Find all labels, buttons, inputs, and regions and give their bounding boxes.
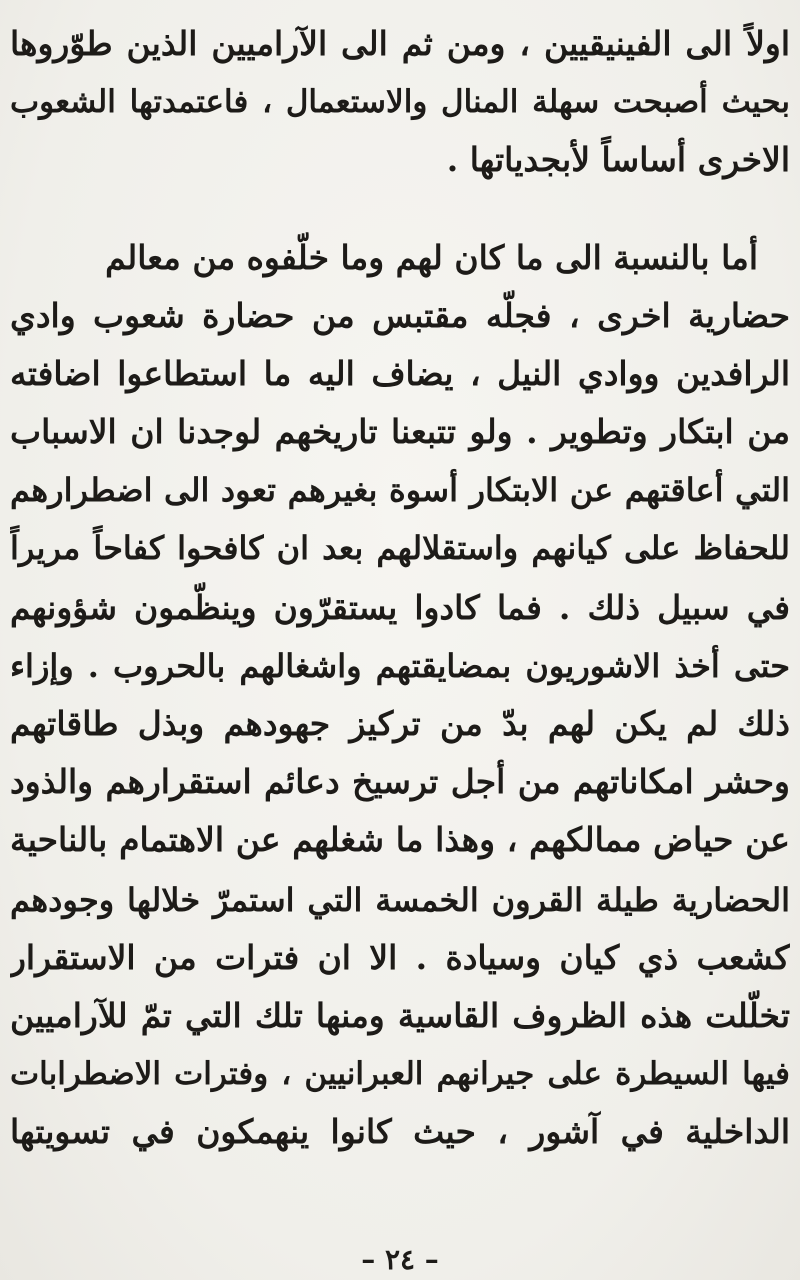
text-line: الاخرى أساساً لأبجدياتها . [446, 140, 790, 179]
text-line: الحضارية طيلة القرون الخمسة التي استمرّ خلالها وجودهم [10, 881, 790, 919]
text-line: ذلك لم يكن لهم بدّ من تركيز جهودهم وبذل طاقاتهم [10, 704, 790, 743]
text-line: التي أعاقتهم عن الابتكار أسوة بغيرهم تعود الى اضطرارهم [10, 471, 790, 509]
text-line: بحيث أصبحت سهلة المنال والاستعمال ، فاعتمدتها الشعوب [10, 84, 790, 120]
text-line: تخلّلت هذه الظروف القاسية ومنها تلك التي تمّ للآراميين [10, 996, 790, 1035]
text-line: الداخلية في آشور ، حيث كانوا ينهمكون في تسويتها [10, 1112, 790, 1151]
text-line: من ابتكار وتطوير . ولو تتبعنا تاريخهم لوجدنا ان الاسباب [10, 412, 790, 451]
text-line: للحفاظ على كيانهم واستقلالهم بعد ان كافحوا كفاحاً مريراً [10, 529, 790, 567]
text-line: فيها السيطرة على جيرانهم العبرانيين ، وفترات الاضطرابات [10, 1056, 790, 1092]
page-number: – ٢٤ – [361, 1243, 439, 1276]
text-line: أما بالنسبة الى ما كان لهم وما خلّفوه من معالم [105, 238, 758, 277]
text-line: حضارية اخرى ، فجلّه مقتبس من حضارة شعوب وادي [10, 296, 790, 335]
text-line: في سبيل ذلك . فما كادوا يستقرّون وينظّمون شؤونهم [10, 588, 790, 627]
text-line: اولاً الى الفينيقيين ، ومن ثم الى الآراميين الذين طوّروها [10, 24, 790, 63]
text-line: عن حياض ممالكهم ، وهذا ما شغلهم عن الاهتمام بالناحية [10, 820, 790, 859]
text-line: الرافدين ووادي النيل ، يضاف اليه ما استطاعوا اضافته [10, 354, 790, 393]
text-line: وحشر امكاناتهم من أجل ترسيخ دعائم استقرارهم والذود [10, 762, 790, 801]
text-line: كشعب ذي كيان وسيادة . الا ان فترات من الاستقرار [10, 938, 790, 977]
text-line: حتى أخذ الاشوريون بمضايقتهم واشغالهم بالحروب . وإزاء [10, 647, 790, 685]
